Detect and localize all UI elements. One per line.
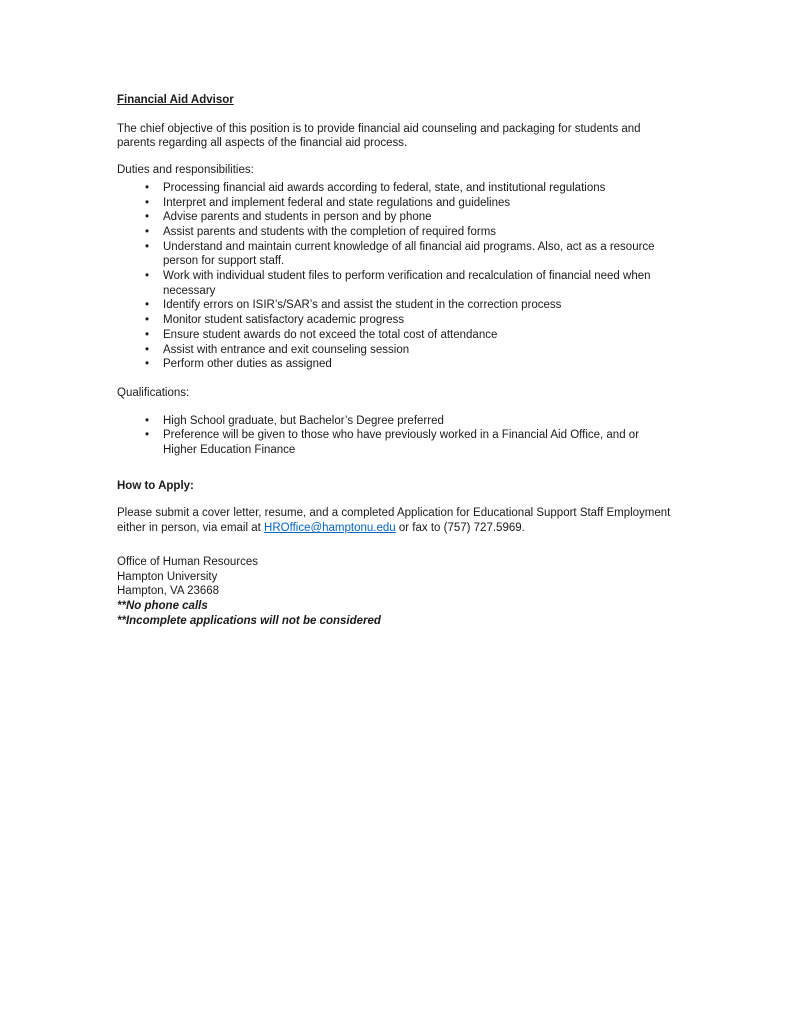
apply-paragraph [117, 506, 676, 535]
duty-item: • Understand and maintain current knowledge of all financial aid programs. Also, act as a resource person for support staff. [117, 240, 676, 269]
duty-item: • Work with individual student files to perform verification and recalculation of financial need when necessary [117, 269, 676, 298]
apply-text-after-link: or fax to (757) 727.5969. [395, 522, 525, 535]
contact-note: **Incomplete applications will not be considered [117, 614, 381, 627]
duty-item: • Perform other duties as assigned [117, 357, 676, 372]
duty-item: • Assist with entrance and exit counseling session [117, 343, 676, 358]
duty-item: • Advise parents and students in person and by phone [117, 210, 676, 225]
contact-note: **No phone calls [117, 599, 208, 612]
duty-item: • Processing financial aid awards according to federal, state, and institutional regulations [117, 181, 676, 196]
apply-text-before-link: Please submit a cover letter, resume, and a completed Application for Educational Support Staff Employment either in person, via email at [117, 507, 671, 535]
qualifications-list [117, 414, 676, 458]
contact-line: Hampton University [117, 570, 218, 583]
qualification-item: • High School graduate, but Bachelor’s Degree preferred [117, 414, 676, 429]
contact-block [117, 555, 676, 629]
email-link[interactable]: HROffice@hamptonu.edu [264, 522, 396, 535]
page-title: Financial Aid Advisor [117, 94, 234, 106]
duty-item: • Identify errors on ISIR’s/SAR’s and assist the student in the correction process [117, 298, 676, 313]
duty-item: • Assist parents and students with the completion of required forms [117, 225, 676, 240]
qualification-item: • Preference will be given to those who have previously worked in a Financial Aid Office, and or Higher Education Finance [117, 428, 676, 457]
duty-item: • Ensure student awards do not exceed the total cost of attendance [117, 328, 676, 343]
objective-paragraph: The chief objective of this position is to provide financial aid counseling and packaging for students and parents regarding all aspects of the financial aid process. [117, 122, 641, 150]
duty-item: • Monitor student satisfactory academic progress [117, 313, 676, 328]
duties-list [117, 181, 676, 372]
contact-line: Hampton, VA 23668 [117, 585, 220, 598]
qualifications-heading: Qualifications: [117, 386, 190, 399]
duty-item: • Interpret and implement federal and state regulations and guidelines [117, 196, 676, 211]
duties-heading: Duties and responsibilities: [117, 164, 254, 177]
how-to-apply-heading: How to Apply: [117, 479, 194, 492]
contact-line: Office of Human Resources [117, 555, 259, 568]
